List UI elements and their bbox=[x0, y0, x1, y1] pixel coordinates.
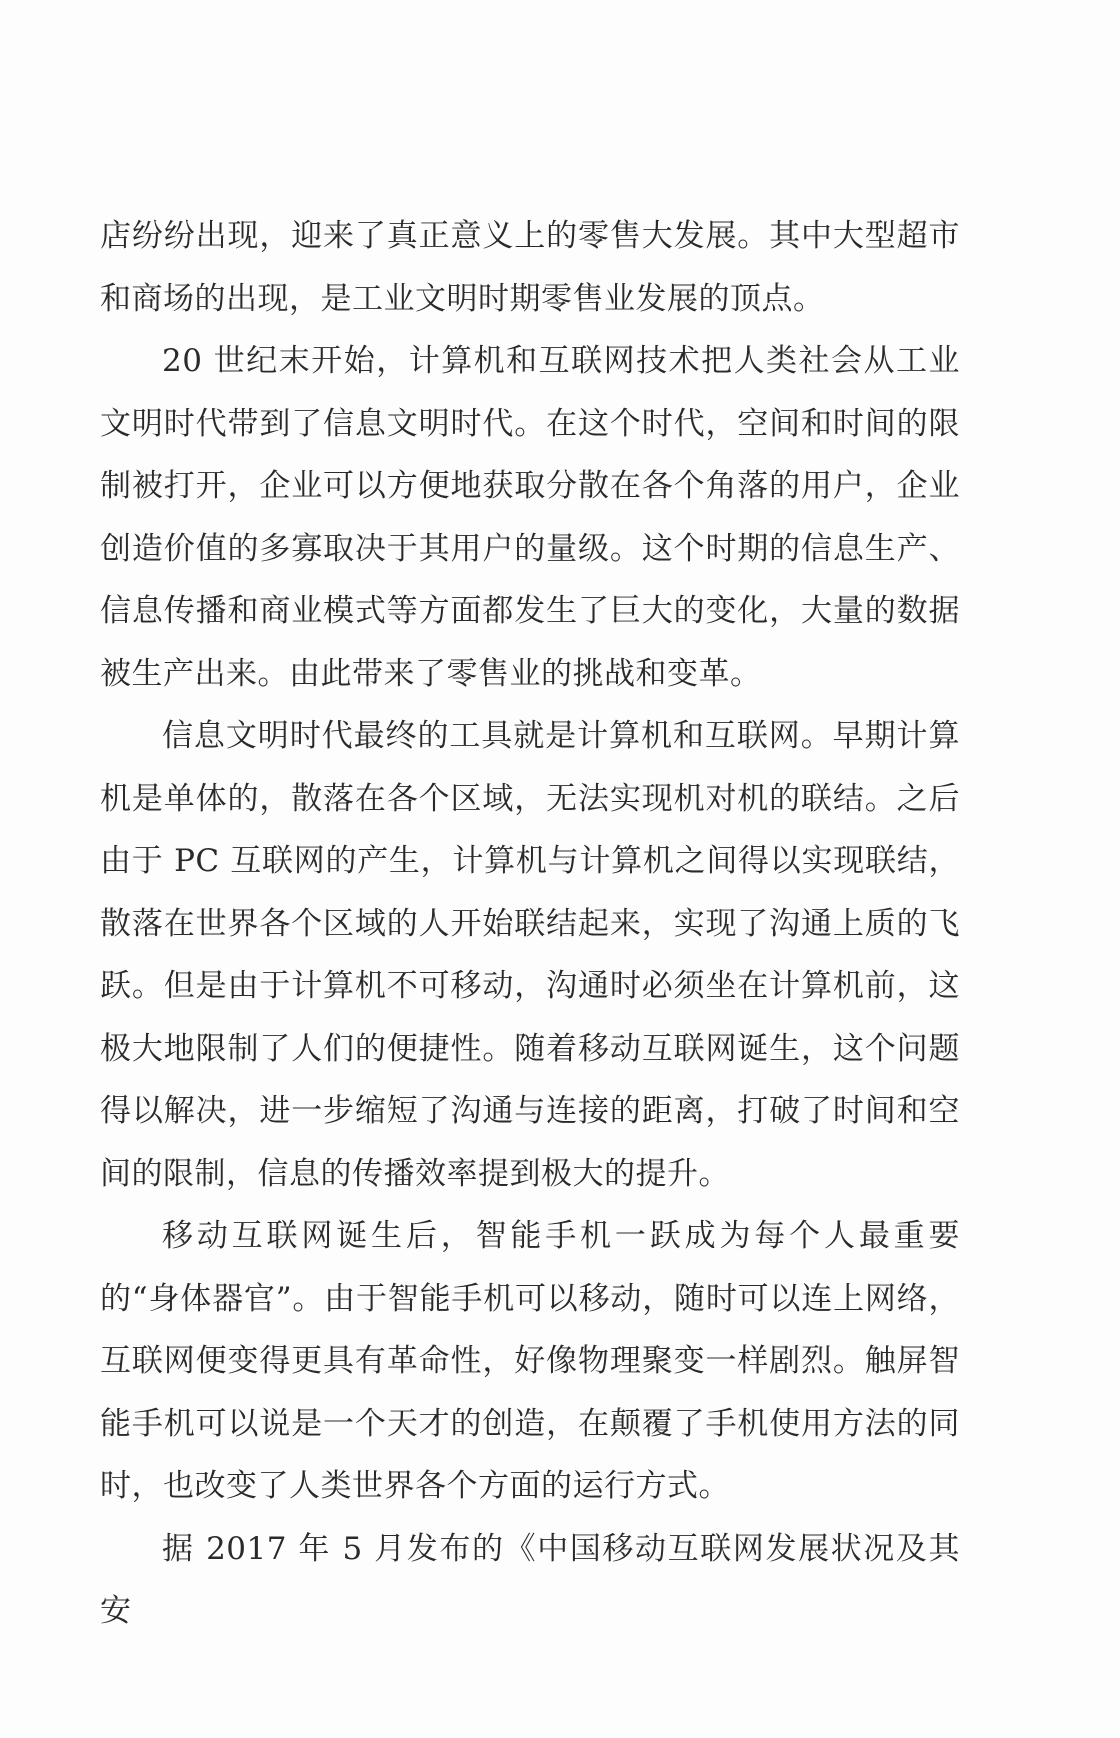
paragraph-continuation: 店纷纷出现，迎来了真正意义上的零售大发展。其中大型超市和商场的出现，是工业文明时期零售业发展的顶点。 bbox=[100, 218, 960, 317]
paragraph: 信息文明时代最终的工具就是计算机和互联网。早期计算机是单体的，散落在各个区域，无法实现机对机的联结。之后由于 PC 互联网的产生，计算机与计算机之间得以实现联结，散落在世界各个区域的人开始联结起来，实现了沟通上质的飞跃。但是由于计算机不可移动，沟通时必须坐在计算机前，这极大地限制了人们的便捷性。随着移动互联网诞生，这个问题得以解决，进一步缩短了沟通与连接的距离，打破了时间和空间的限制，信息的传播效率提到极大的提升。 bbox=[100, 718, 960, 1192]
body-text bbox=[100, 205, 960, 1643]
paragraph: 移动互联网诞生后，智能手机一跃成为每个人最重要的“身体器官”。由于智能手机可以移动，随时可以连上网络，互联网便变得更具有革命性，好像物理聚变一样剧烈。触屏智能手机可以说是一个天才的创造，在颠覆了手机使用方法的同时，也改变了人类世界各个方面的运行方式。 bbox=[100, 1218, 960, 1504]
paragraph: 20 世纪末开始，计算机和互联网技术把人类社会从工业文明时代带到了信息文明时代。在这个时代，空间和时间的限制被打开，企业可以方便地获取分散在各个角落的用户，企业创造价值的多寡取决于其用户的量级。这个时期的信息生产、信息传播和商业模式等方面都发生了巨大的变化，大量的数据被生产出来。由此带来了零售业的挑战和变革。 bbox=[100, 343, 960, 692]
paragraph: 据 2017 年 5 月发布的《中国移动互联网发展状况及其安 bbox=[100, 1530, 960, 1629]
